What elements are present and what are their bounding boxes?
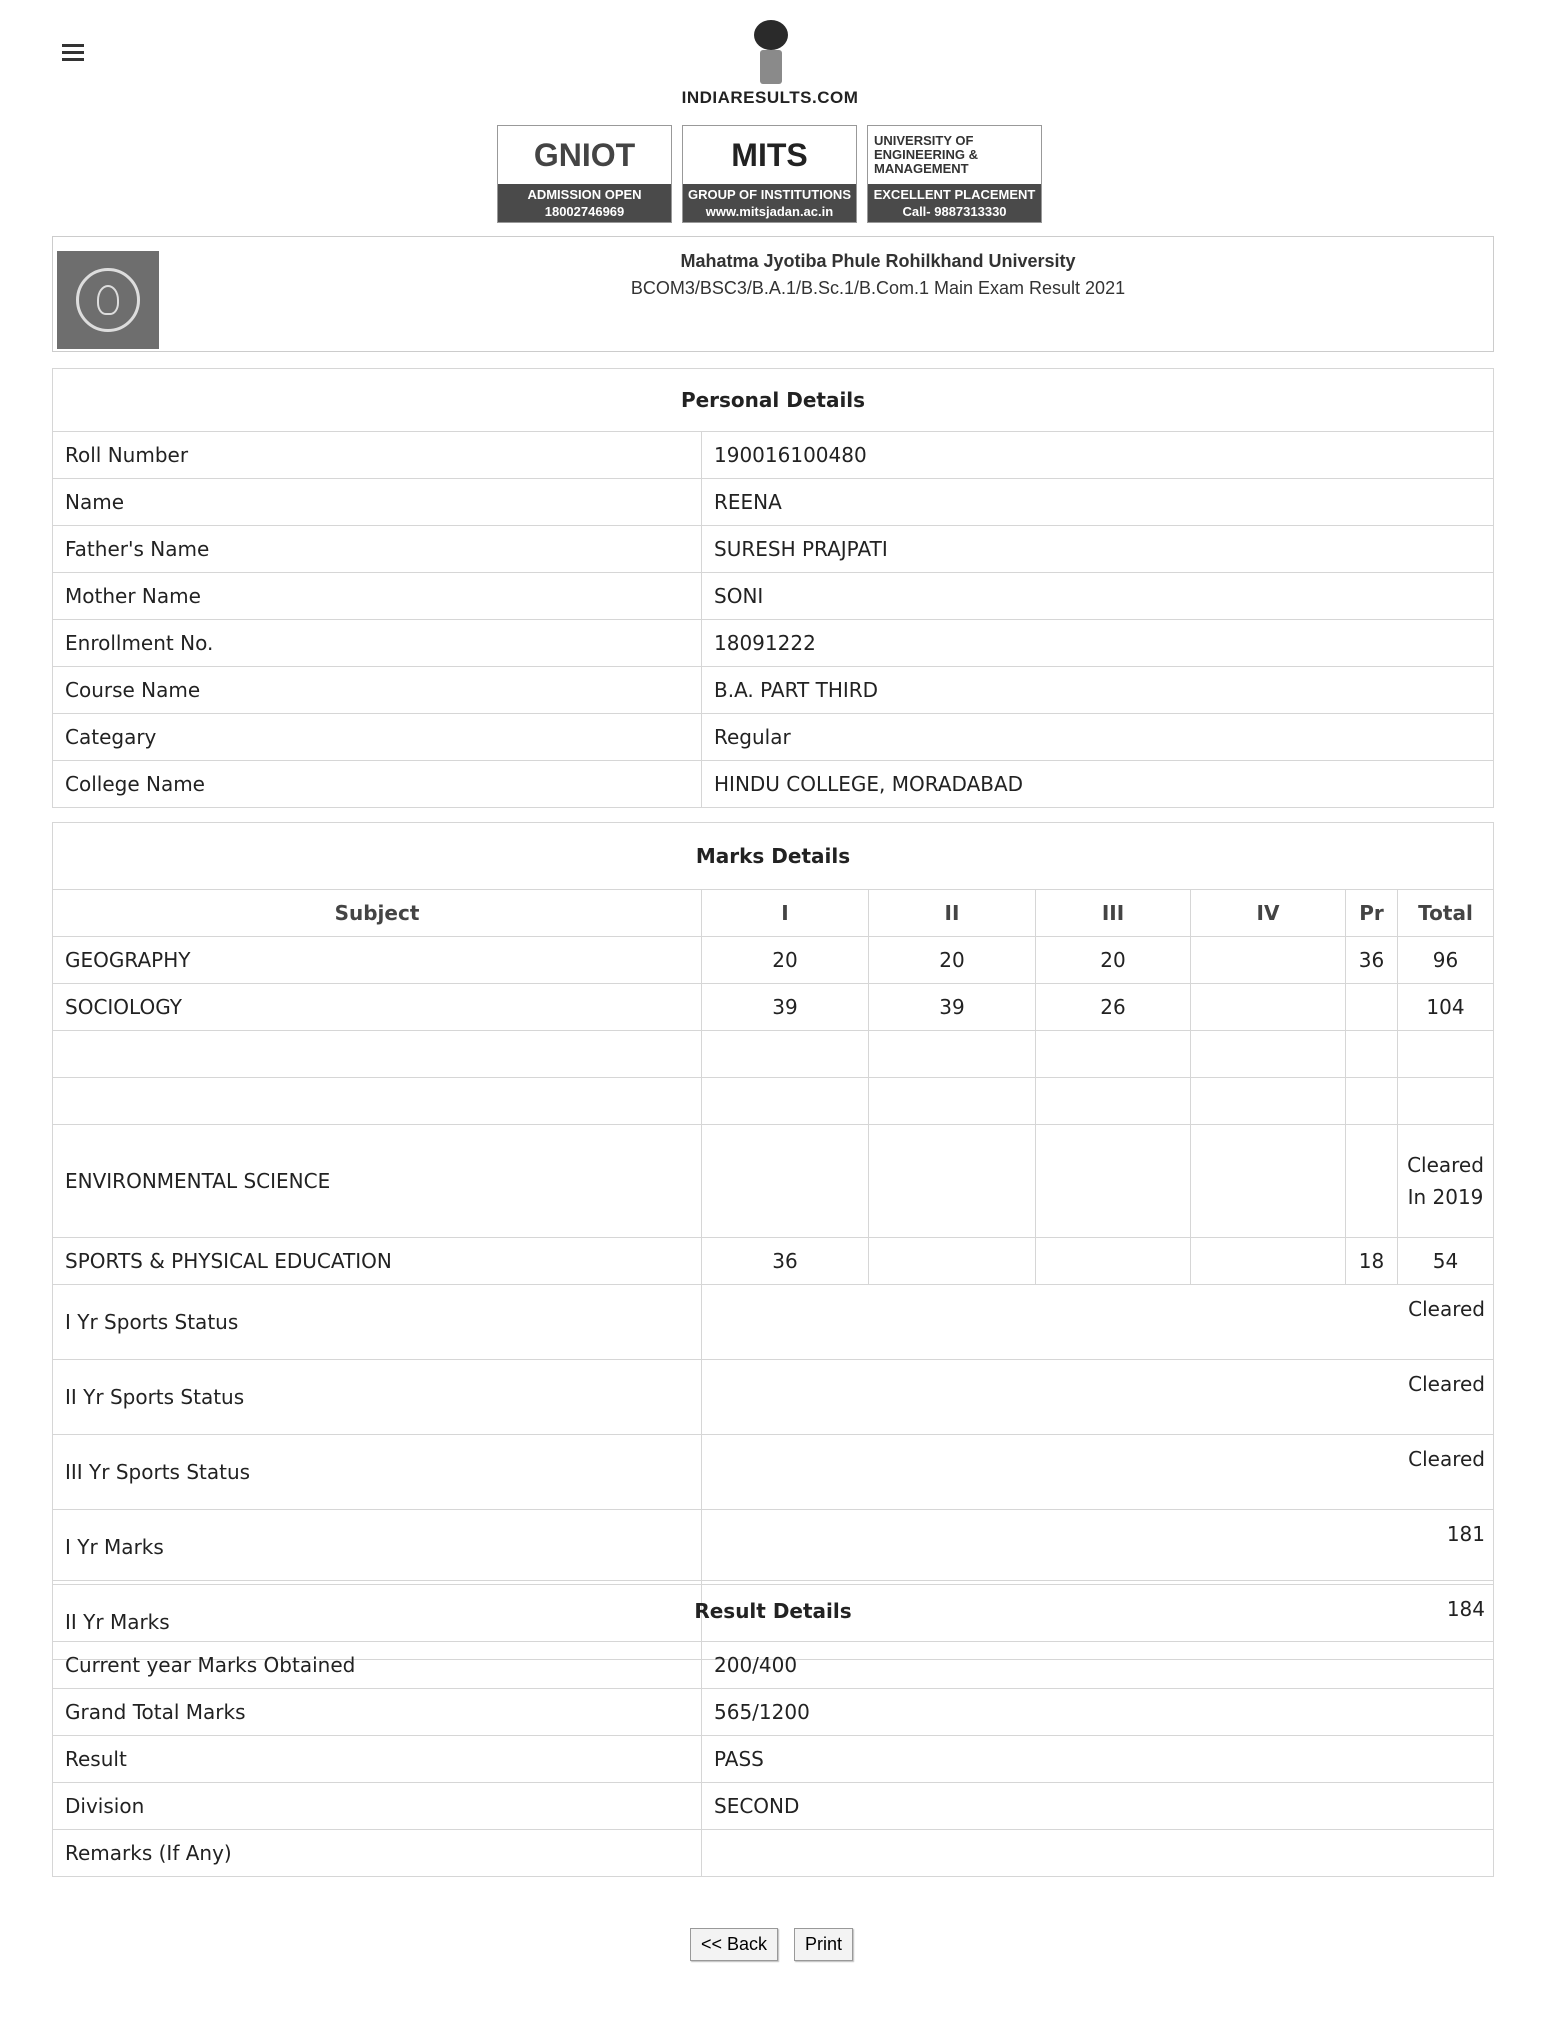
table-row [53, 1689, 1494, 1736]
subject-name: SOCIOLOGY [53, 984, 702, 1031]
mark-pr [1346, 984, 1398, 1031]
mark-total: 54 [1398, 1238, 1494, 1285]
site-logo[interactable] [670, 20, 870, 108]
ad-subtitle: GROUP OF INSTITUTIONS [688, 187, 851, 202]
status-value: Cleared [702, 1435, 1494, 1510]
section-title: Personal Details [53, 369, 1494, 432]
field-label: Father's Name [53, 526, 702, 573]
table-row [53, 1830, 1494, 1877]
subject-name: SPORTS & PHYSICAL EDUCATION [53, 1238, 702, 1285]
mark-iii [1036, 1125, 1191, 1238]
table-row [53, 1510, 1494, 1585]
mark-total: 96 [1398, 937, 1494, 984]
mark-i: 39 [702, 984, 869, 1031]
status-value: 181 [702, 1510, 1494, 1585]
status-value: Cleared [702, 1285, 1494, 1360]
subject-name: GEOGRAPHY [53, 937, 702, 984]
mark-pr: 18 [1346, 1238, 1398, 1285]
field-label: Current year Marks Obtained [53, 1642, 702, 1689]
field-label: Categary [53, 714, 702, 761]
exam-title: BCOM3/BSC3/B.A.1/B.Sc.1/B.Com.1 Main Exam Result 2021 [630, 278, 1126, 298]
table-row [53, 479, 1494, 526]
field-label: Course Name [53, 667, 702, 714]
status-label: I Yr Marks [53, 1510, 702, 1585]
table-header-row [53, 890, 1494, 937]
field-label: Grand Total Marks [53, 1689, 702, 1736]
status-value: Cleared [702, 1360, 1494, 1435]
table-row [53, 1238, 1494, 1285]
table-row [53, 937, 1494, 984]
mark-iii: 20 [1036, 937, 1191, 984]
ad-phone: www.mitsjadan.ac.in [705, 204, 834, 219]
ad-phone: Call- 9887313330 [902, 204, 1007, 219]
table-row [53, 432, 1494, 479]
mark-i: 36 [702, 1238, 869, 1285]
back-button[interactable]: << Back [690, 1928, 778, 1961]
table-row [53, 573, 1494, 620]
field-label: Name [53, 479, 702, 526]
table-row [53, 1783, 1494, 1830]
col-header-pr: Pr [1346, 890, 1398, 937]
ad-banner-strip [497, 125, 1042, 223]
field-value: SONI [702, 573, 1494, 620]
ad-title: GNIOT [533, 136, 636, 173]
field-value: 18091222 [702, 620, 1494, 667]
mark-iv [1191, 984, 1346, 1031]
field-label: Division [53, 1783, 702, 1830]
site-logo-text: INDIARESULTS.COM [681, 88, 859, 107]
table-row [53, 984, 1494, 1031]
mark-pr [1346, 1125, 1398, 1238]
person-logo-icon [748, 20, 792, 84]
table-row [53, 526, 1494, 573]
mark-ii [869, 1238, 1036, 1285]
field-value: SURESH PRAJPATI [702, 526, 1494, 573]
col-header-iii: III [1036, 890, 1191, 937]
marks-details-table [52, 822, 1494, 1660]
field-label: Enrollment No. [53, 620, 702, 667]
field-value: 565/1200 [702, 1689, 1494, 1736]
col-header-ii: II [869, 890, 1036, 937]
mark-total: Cleared In 2019 [1398, 1125, 1494, 1238]
field-label: Roll Number [53, 432, 702, 479]
ad-gniot[interactable] [497, 125, 672, 223]
mark-i: 20 [702, 937, 869, 984]
table-row [53, 714, 1494, 761]
table-row [53, 1360, 1494, 1435]
section-title: Result Details [53, 1581, 1494, 1642]
table-row [53, 667, 1494, 714]
field-label: College Name [53, 761, 702, 808]
section-title: Marks Details [53, 823, 1494, 890]
empty-row [53, 1031, 1494, 1078]
table-row [53, 1435, 1494, 1510]
ad-phone: 18002746969 [544, 204, 625, 219]
mark-total: 104 [1398, 984, 1494, 1031]
ad-title: UNIVERSITY OF ENGINEERING & MANAGEMENT [874, 133, 979, 176]
ad-uem[interactable] [867, 125, 1042, 223]
university-name: Mahatma Jyotiba Phule Rohilkhand University [680, 251, 1076, 271]
mark-ii [869, 1125, 1036, 1238]
mark-ii: 20 [869, 937, 1036, 984]
status-value: 184 [702, 1585, 1494, 1660]
action-buttons [690, 1928, 853, 1961]
ad-title: MITS [731, 136, 808, 173]
col-header-i: I [702, 890, 869, 937]
ad-mits[interactable] [682, 125, 857, 223]
field-value: B.A. PART THIRD [702, 667, 1494, 714]
col-header-total: Total [1398, 890, 1494, 937]
field-value: Regular [702, 714, 1494, 761]
print-button[interactable]: Print [794, 1928, 853, 1961]
field-value: REENA [702, 479, 1494, 526]
university-header [52, 236, 1494, 352]
ad-subtitle: ADMISSION OPEN [527, 187, 642, 202]
status-label: II Yr Sports Status [53, 1360, 702, 1435]
personal-details-table [52, 368, 1494, 808]
mark-iv [1191, 937, 1346, 984]
mark-iii: 26 [1036, 984, 1191, 1031]
field-label: Mother Name [53, 573, 702, 620]
status-label: I Yr Sports Status [53, 1285, 702, 1360]
ad-subtitle: EXCELLENT PLACEMENT [873, 187, 1036, 202]
empty-row [53, 1078, 1494, 1125]
table-row [53, 1125, 1494, 1238]
field-value: 200/400 [702, 1642, 1494, 1689]
table-row [53, 1736, 1494, 1783]
hamburger-menu-icon[interactable] [62, 44, 84, 62]
mark-ii: 39 [869, 984, 1036, 1031]
field-value: HINDU COLLEGE, MORADABAD [702, 761, 1494, 808]
mark-i [702, 1125, 869, 1238]
field-value: SECOND [702, 1783, 1494, 1830]
mark-iv [1191, 1125, 1346, 1238]
result-details-table [52, 1580, 1494, 1877]
col-header-iv: IV [1191, 890, 1346, 937]
table-row [53, 1285, 1494, 1360]
field-value: PASS [702, 1736, 1494, 1783]
status-label: III Yr Sports Status [53, 1435, 702, 1510]
mark-iii [1036, 1238, 1191, 1285]
table-row [53, 1642, 1494, 1689]
field-label: Remarks (If Any) [53, 1830, 702, 1877]
table-row [53, 620, 1494, 667]
subject-name: ENVIRONMENTAL SCIENCE [53, 1125, 702, 1238]
field-value: 190016100480 [702, 432, 1494, 479]
status-label: II Yr Marks [53, 1585, 702, 1660]
field-value [702, 1830, 1494, 1877]
col-header-subject: Subject [53, 890, 702, 937]
table-row [53, 761, 1494, 808]
mark-pr: 36 [1346, 937, 1398, 984]
field-label: Result [53, 1736, 702, 1783]
mark-iv [1191, 1238, 1346, 1285]
